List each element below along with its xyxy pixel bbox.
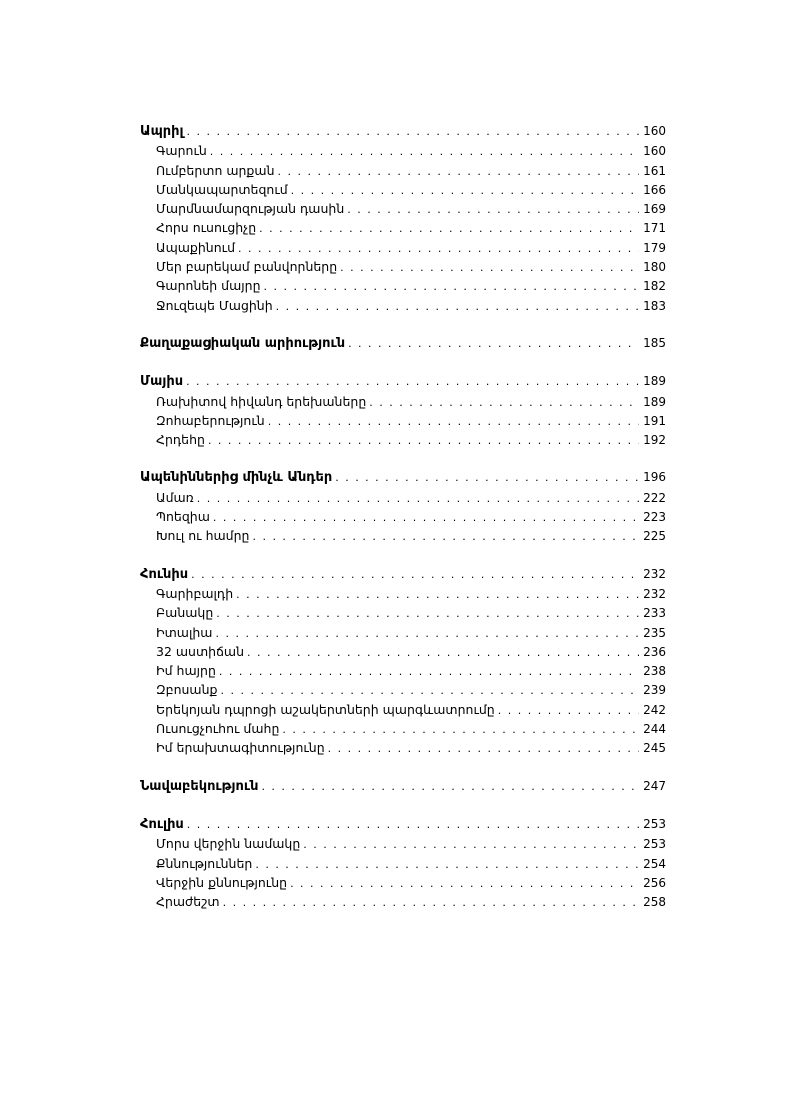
- page-number: 225: [643, 529, 666, 544]
- dot-leader: [303, 835, 639, 854]
- dot-leader: [247, 643, 639, 662]
- toc-entry-title: Երեկոյան դպրոցի աշակերտների պարգևատրումը: [156, 701, 495, 717]
- dot-leader: [328, 739, 639, 758]
- toc-entry-title: Իտալիա: [156, 624, 213, 640]
- page-number: 171: [643, 221, 666, 236]
- toc-heading-title: Հունիս: [140, 566, 189, 582]
- dot-leader: [268, 412, 639, 431]
- page-number: 196: [643, 470, 666, 485]
- page-number: 223: [643, 510, 666, 525]
- toc-heading[interactable]: [140, 777, 666, 796]
- toc-entry[interactable]: [140, 680, 666, 699]
- toc-entry-title: Ումբերտո արքան: [156, 162, 275, 178]
- page-number: 239: [643, 683, 666, 698]
- dot-leader: [191, 565, 639, 584]
- page-number: 244: [643, 722, 666, 737]
- toc-entry-title: Քննություններ: [156, 855, 253, 871]
- toc-heading-title: Հուլիս: [140, 816, 184, 832]
- toc-entry[interactable]: [140, 180, 666, 199]
- toc-entry[interactable]: [140, 141, 666, 160]
- dot-leader: [276, 297, 639, 316]
- toc-entry-title: Հրաժեշտ: [156, 894, 220, 910]
- toc-entry-title: Զոհաբերություն: [156, 412, 265, 428]
- dot-leader: [340, 258, 639, 277]
- toc-entry-title: Գարիբալդի: [156, 585, 234, 601]
- toc-entry-title: Իմ երախտագիտությունը: [156, 740, 325, 756]
- toc-section-apennines-to-andes: [140, 468, 666, 545]
- toc-entry-title: Մանկապարտեզում: [156, 181, 288, 197]
- toc-entry[interactable]: [140, 642, 666, 661]
- page-number: 192: [643, 433, 666, 448]
- toc-entry[interactable]: [140, 392, 666, 411]
- page-number: 253: [643, 837, 666, 852]
- toc-entry-title: Հորս ուսուցիչը: [156, 220, 257, 236]
- toc-heading[interactable]: [140, 468, 666, 487]
- toc-entry[interactable]: [140, 296, 666, 315]
- dot-leader: [238, 239, 639, 258]
- dot-leader: [261, 777, 639, 796]
- toc-entry[interactable]: [140, 257, 666, 276]
- page-number: 245: [643, 741, 666, 756]
- toc-entry-title: Մարմնամարզության դասին: [156, 201, 345, 217]
- toc-entry-title: 32 աստիճան: [156, 643, 245, 659]
- toc-entry[interactable]: [140, 199, 666, 218]
- page-number: 232: [643, 566, 666, 581]
- toc-entry[interactable]: [140, 661, 666, 680]
- toc-entry-title: Ուսուցչուհու մահը: [156, 721, 280, 737]
- dot-leader: [215, 624, 639, 643]
- toc-entry-title: Իմ հայրը: [156, 663, 216, 679]
- toc-entry[interactable]: [140, 738, 666, 757]
- page-number: 166: [643, 182, 666, 197]
- dot-leader: [252, 527, 639, 546]
- page-number: 238: [643, 664, 666, 679]
- toc-entry[interactable]: [140, 623, 666, 642]
- dot-leader: [278, 162, 640, 181]
- dot-leader: [216, 604, 639, 623]
- toc-entry[interactable]: [140, 238, 666, 257]
- toc-entry-title: Ջուզեպե Մացինի: [156, 297, 273, 313]
- page-number: 258: [643, 895, 666, 910]
- page-number: 185: [643, 335, 666, 350]
- page-number: 160: [643, 144, 666, 159]
- toc-heading[interactable]: [140, 372, 666, 391]
- dot-leader: [348, 334, 639, 353]
- toc-heading[interactable]: [140, 565, 666, 584]
- page-number: 253: [643, 816, 666, 831]
- page-number: 222: [643, 490, 666, 505]
- page-number: 189: [643, 394, 666, 409]
- toc-heading-title: Նավաբեկություն: [140, 778, 259, 794]
- toc-entry[interactable]: [140, 854, 666, 873]
- page-number: 242: [643, 702, 666, 717]
- dot-leader: [264, 277, 639, 296]
- page-number: 233: [643, 606, 666, 621]
- toc-entry-title: Գարուն: [156, 143, 207, 159]
- page-number: 236: [643, 644, 666, 659]
- page-number: 160: [643, 124, 666, 138]
- dot-leader: [219, 662, 639, 681]
- toc-section-april: [140, 122, 666, 315]
- toc-entry[interactable]: [140, 218, 666, 237]
- toc-entry[interactable]: [140, 411, 666, 430]
- toc-entry-title: Գարոնեի մայրը: [156, 278, 261, 294]
- toc-heading-title: Ապենիններից մինչև Անդեր: [140, 470, 333, 486]
- toc-heading[interactable]: [140, 815, 666, 834]
- dot-leader: [197, 489, 639, 508]
- table-of-contents: [140, 122, 666, 930]
- dot-leader: [208, 431, 639, 450]
- toc-entry[interactable]: [140, 873, 666, 892]
- toc-entry-title: Պոեզիա: [156, 509, 210, 525]
- page-number: 247: [643, 778, 666, 793]
- toc-entry[interactable]: [140, 892, 666, 911]
- page-number: 179: [643, 240, 666, 255]
- page-number: 254: [643, 856, 666, 871]
- page-number: 182: [643, 279, 666, 294]
- toc-entry[interactable]: [140, 276, 666, 295]
- toc-entry[interactable]: [140, 161, 666, 180]
- toc-entry[interactable]: [140, 719, 666, 738]
- toc-entry[interactable]: [140, 526, 666, 545]
- page-number: 169: [643, 202, 666, 217]
- dot-leader: [290, 874, 639, 893]
- dot-leader: [186, 372, 639, 391]
- toc-section-june: [140, 565, 666, 758]
- page-number: 232: [643, 586, 666, 601]
- toc-entry[interactable]: [140, 700, 666, 719]
- page-number: 256: [643, 875, 666, 890]
- toc-heading-title: Մայիս: [140, 374, 184, 390]
- dot-leader: [187, 815, 639, 834]
- toc-entry[interactable]: [140, 430, 666, 449]
- page-number: 183: [643, 298, 666, 313]
- toc-section-may: [140, 372, 666, 449]
- toc-entry[interactable]: [140, 834, 666, 853]
- page-number: 189: [643, 374, 666, 389]
- toc-entry[interactable]: [140, 603, 666, 622]
- toc-entry-title: Խուլ ու համրը: [156, 528, 250, 544]
- toc-entry-title: Հրդեհը: [156, 432, 205, 448]
- toc-entry-title: Ապաքինում: [156, 239, 236, 255]
- dot-leader: [282, 720, 639, 739]
- dot-leader: [335, 468, 639, 487]
- toc-entry-title: Ռախիտով հիվանդ երեխաները: [156, 393, 367, 409]
- dot-leader: [291, 181, 639, 200]
- toc-entry-title: Մեր բարեկամ բանվորները: [156, 259, 338, 275]
- toc-entry[interactable]: [140, 488, 666, 507]
- dot-leader: [369, 393, 639, 412]
- toc-heading-title: Քաղաքացիական արիություն: [140, 335, 346, 351]
- toc-heading[interactable]: [140, 334, 666, 353]
- dot-leader: [210, 142, 639, 161]
- toc-entry[interactable]: [140, 584, 666, 603]
- dot-leader: [498, 701, 639, 720]
- toc-entry-title: Մորս վերջին նամակը: [156, 836, 301, 852]
- dot-leader: [220, 681, 639, 700]
- toc-section-july: [140, 815, 666, 911]
- toc-heading[interactable]: [140, 122, 666, 141]
- dot-leader: [236, 585, 639, 604]
- page-number: 235: [643, 625, 666, 640]
- dot-leader: [187, 122, 639, 141]
- toc-entry-title: Ամառ: [156, 489, 194, 505]
- toc-entry-title: Բանակը: [156, 605, 214, 621]
- toc-entry-title: Զբոսանք: [156, 682, 218, 698]
- toc-entry[interactable]: [140, 507, 666, 526]
- dot-leader: [259, 219, 639, 238]
- dot-leader: [223, 893, 639, 912]
- toc-entry-title: Վերջին քննությունը: [156, 874, 288, 890]
- page-number: 180: [643, 260, 666, 275]
- toc-section-shipwreck: [140, 777, 666, 796]
- dot-leader: [213, 508, 639, 527]
- page-number: 191: [643, 413, 666, 428]
- dot-leader: [347, 200, 639, 219]
- toc-section-civil-courage: [140, 334, 666, 353]
- dot-leader: [255, 855, 639, 874]
- toc-heading-title: Ապրիլ: [140, 124, 184, 139]
- page-number: 161: [643, 163, 666, 178]
